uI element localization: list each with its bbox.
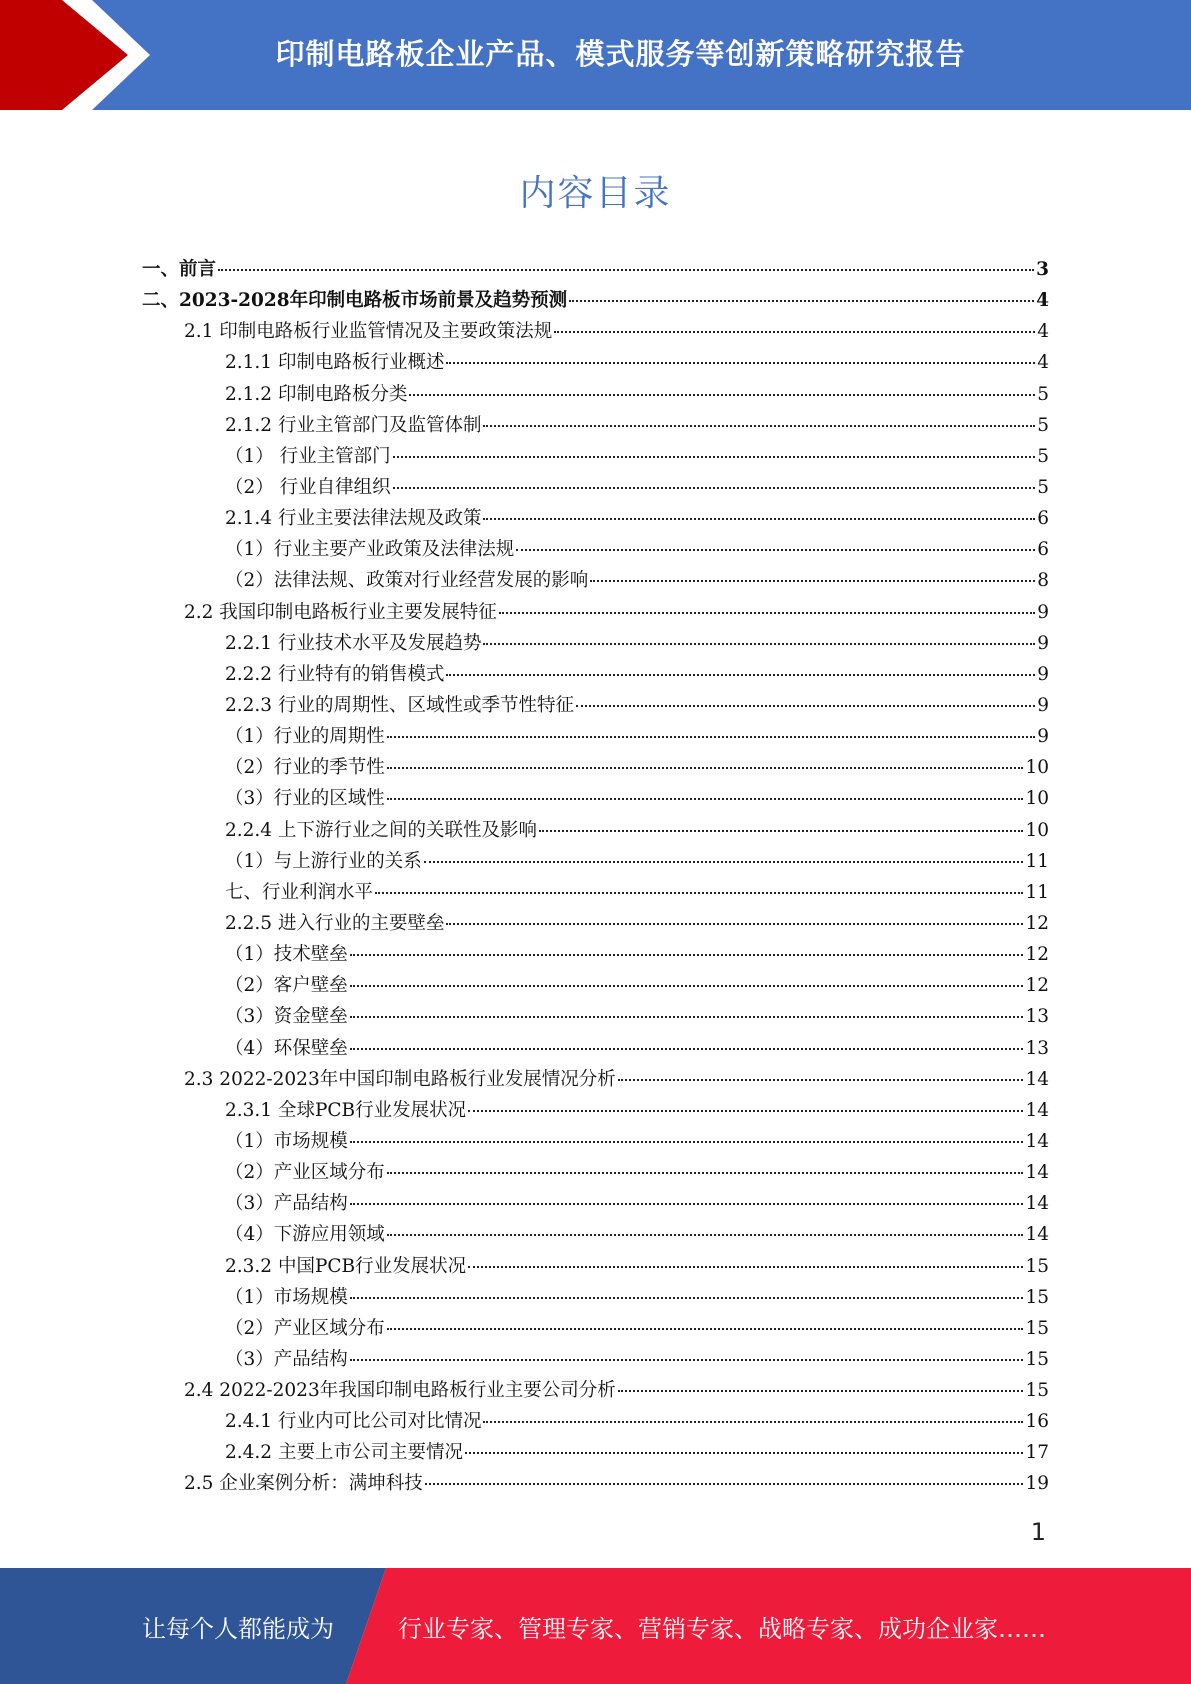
toc-dot-leader (424, 861, 1024, 863)
toc-dot-leader (446, 923, 1023, 925)
toc-entry-page: 12 (1025, 944, 1049, 966)
toc-entry-text: （2）行业的季节性 (225, 757, 385, 779)
header-banner (0, 0, 1191, 110)
footer-slogan-left: 让每个人都能成为 (142, 1614, 334, 1643)
toc-dot-leader (350, 1359, 1024, 1361)
toc-entry[interactable] (142, 970, 1049, 1001)
toc-entry-text: 二、2023-2028年印制电路板市场前景及趋势预测 (142, 290, 568, 312)
toc-entry[interactable] (142, 1219, 1049, 1250)
toc-entry-text: 七、行业利润水平 (225, 881, 374, 903)
toc-entry[interactable] (142, 472, 1049, 503)
toc-entry-text: 2.2.3 行业的周期性、区域性或季节性特征 (225, 694, 574, 716)
toc-entry-page: 12 (1025, 912, 1049, 934)
toc-dot-leader (218, 269, 1034, 271)
toc-entry-text: 2.2.1 行业技术水平及发展趋势 (225, 632, 482, 654)
toc-entry-text: 2.3.1 全球PCB行业发展状况 (225, 1099, 467, 1121)
toc-entry-text: （1）技术壁垒 (225, 944, 348, 966)
toc-entry-text: （2）产业区域分布 (225, 1162, 385, 1184)
toc-dot-leader (387, 1172, 1024, 1174)
toc-dot-leader (387, 798, 1024, 800)
toc-dot-leader (425, 1483, 1024, 1485)
toc-entry-text: 2.1 印制电路板行业监管情况及主要政策法规 (184, 321, 553, 343)
toc-dot-leader (350, 1016, 1024, 1018)
toc-entry[interactable] (142, 597, 1049, 628)
toc-entry-page: 9 (1037, 601, 1049, 623)
toc-entry[interactable] (142, 503, 1049, 534)
toc-entry-text: 2.1.2 印制电路板分类 (225, 383, 408, 405)
toc-entry-text: （1）行业的周期性 (225, 726, 385, 748)
toc-dot-leader (350, 1297, 1024, 1299)
toc-entry-page: 15 (1025, 1255, 1049, 1277)
toc-dot-leader (618, 1390, 1024, 1392)
toc-entry[interactable] (142, 1344, 1049, 1375)
toc-entry-page: 14 (1025, 1130, 1049, 1152)
toc-dot-leader (618, 1079, 1024, 1081)
toc-entry-page: 5 (1037, 383, 1049, 405)
toc-dot-leader (393, 456, 1036, 458)
toc-entry-text: 2.5 企业案例分析：满坤科技 (184, 1473, 423, 1495)
toc-entry-text: 2.2.2 行业特有的销售模式 (225, 663, 445, 685)
toc-entry[interactable] (142, 939, 1049, 970)
toc-dot-leader (446, 674, 1035, 676)
toc-entry-page: 15 (1025, 1317, 1049, 1339)
toc-entry-page: 15 (1025, 1380, 1049, 1402)
toc-entry-text: （2） 行业自律组织 (225, 476, 391, 498)
toc-entry-page: 4 (1036, 290, 1049, 312)
toc-entry-page: 5 (1037, 476, 1049, 498)
toc-dot-leader (569, 300, 1034, 302)
toc-entry[interactable] (142, 1188, 1049, 1219)
toc-entry[interactable] (142, 1033, 1049, 1064)
toc-heading: 内容目录 (519, 173, 672, 214)
toc-entry[interactable] (142, 815, 1049, 846)
toc-dot-leader (483, 518, 1035, 520)
toc-dot-leader (409, 394, 1035, 396)
toc-dot-leader (446, 362, 1035, 364)
toc-entry-page: 14 (1025, 1193, 1049, 1215)
toc-entry[interactable] (142, 908, 1049, 939)
toc-entry[interactable] (142, 1313, 1049, 1344)
toc-entry-page: 3 (1036, 259, 1049, 280)
toc-dot-leader (576, 705, 1035, 707)
toc-entry-page: 17 (1025, 1442, 1049, 1464)
toc-entry[interactable] (142, 1157, 1049, 1188)
toc-entry[interactable] (142, 379, 1049, 410)
toc-entry-text: 2.2.4 上下游行业之间的关联性及影响 (225, 819, 537, 841)
toc-entry[interactable] (142, 690, 1049, 721)
toc-entry-page: 10 (1025, 757, 1049, 779)
toc-dot-leader (590, 580, 1035, 582)
toc-entry-page: 12 (1025, 975, 1049, 997)
toc-entry[interactable] (142, 316, 1049, 347)
toc-dot-leader (375, 892, 1023, 894)
toc-entry-page: 10 (1025, 819, 1049, 841)
toc-entry-text: （1） 行业主管部门 (225, 445, 391, 467)
toc-entry-page: 5 (1037, 414, 1049, 436)
toc-entry-text: （2）产业区域分布 (225, 1317, 385, 1339)
toc-entry-page: 14 (1025, 1068, 1049, 1090)
toc-dot-leader (387, 736, 1035, 738)
toc-entry-text: （3）产品结构 (225, 1348, 348, 1370)
toc-entry-text: 2.2.5 进入行业的主要壁垒 (225, 912, 445, 934)
toc-dot-leader (350, 985, 1024, 987)
toc-entry-page: 15 (1025, 1286, 1049, 1308)
toc-entry-text: 2.3 2022-2023年中国印制电路板行业发展情况分析 (184, 1068, 616, 1090)
toc-entry[interactable] (142, 565, 1049, 596)
toc-entry[interactable] (142, 1126, 1049, 1157)
toc-entry-page: 5 (1037, 445, 1049, 467)
toc-entry-page: 8 (1037, 570, 1049, 592)
footer-banner (0, 1568, 1191, 1684)
toc-entry[interactable] (142, 410, 1049, 441)
toc-entry[interactable] (142, 254, 1049, 285)
toc-entry[interactable] (142, 1468, 1049, 1499)
toc-dot-leader (387, 1234, 1024, 1236)
toc-entry-page: 15 (1025, 1348, 1049, 1370)
toc-entry[interactable] (142, 1437, 1049, 1468)
toc-entry-page: 9 (1037, 726, 1049, 748)
toc-entry-text: （4）下游应用领域 (225, 1224, 385, 1246)
toc-entry-page: 14 (1025, 1224, 1049, 1246)
table-of-contents (142, 254, 1049, 1500)
toc-entry[interactable] (142, 783, 1049, 814)
toc-entry-page: 14 (1025, 1162, 1049, 1184)
footer-slogan-right: 行业专家、管理专家、营销专家、战略专家、成功企业家…… (398, 1614, 1046, 1643)
toc-entry[interactable] (142, 846, 1049, 877)
toc-dot-leader (393, 487, 1036, 489)
toc-dot-leader (468, 1266, 1023, 1268)
toc-entry-page: 6 (1037, 508, 1049, 530)
toc-entry-page: 16 (1025, 1411, 1049, 1433)
toc-entry-page: 6 (1037, 539, 1049, 561)
toc-entry-text: （1）市场规模 (225, 1286, 348, 1308)
toc-entry-page: 9 (1037, 632, 1049, 654)
toc-entry-text: 一、前言 (142, 259, 217, 280)
toc-dot-leader (483, 643, 1035, 645)
toc-dot-leader (350, 1048, 1024, 1050)
toc-entry[interactable] (142, 877, 1049, 908)
toc-entry-text: （3）资金壁垒 (225, 1006, 348, 1028)
toc-entry-text: （2）法律法规、政策对行业经营发展的影响 (225, 570, 589, 592)
toc-entry-text: 2.2 我国印制电路板行业主要发展特征 (184, 601, 497, 623)
toc-entry-text: 2.1.2 行业主管部门及监管体制 (225, 414, 482, 436)
toc-entry-text: （4）环保壁垒 (225, 1037, 348, 1059)
toc-entry-text: 2.1.1 印制电路板行业概述 (225, 352, 445, 374)
toc-entry-page: 10 (1025, 788, 1049, 810)
toc-dot-leader (483, 1421, 1023, 1423)
toc-entry[interactable] (142, 1375, 1049, 1406)
toc-entry-text: 2.4 2022-2023年我国印制电路板行业主要公司分析 (184, 1380, 616, 1402)
toc-dot-leader (350, 1203, 1024, 1205)
toc-entry-page: 13 (1025, 1037, 1049, 1059)
toc-entry-page: 11 (1025, 850, 1049, 872)
toc-dot-leader (516, 549, 1035, 551)
toc-entry[interactable] (142, 441, 1049, 472)
toc-entry[interactable] (142, 752, 1049, 783)
toc-dot-leader (483, 425, 1035, 427)
toc-dot-leader (387, 1328, 1024, 1330)
toc-dot-leader (539, 830, 1023, 832)
report-title: 印制电路板企业产品、模式服务等创新策略研究报告 (275, 36, 966, 71)
toc-entry[interactable] (142, 1282, 1049, 1313)
toc-dot-leader (465, 1452, 1023, 1454)
toc-entry-page: 4 (1037, 352, 1049, 374)
toc-entry-page: 4 (1037, 321, 1049, 343)
toc-dot-leader (387, 767, 1024, 769)
toc-entry[interactable] (142, 721, 1049, 752)
toc-entry[interactable] (142, 1095, 1049, 1126)
toc-entry-page: 19 (1025, 1473, 1049, 1495)
toc-dot-leader (554, 331, 1035, 333)
page-number: 1 (1030, 1518, 1046, 1546)
toc-entry-text: （1）行业主要产业政策及法律法规 (225, 539, 515, 561)
toc-entry[interactable] (142, 628, 1049, 659)
toc-entry-text: （1）市场规模 (225, 1130, 348, 1152)
toc-entry-text: （3）产品结构 (225, 1193, 348, 1215)
toc-entry-text: 2.1.4 行业主要法律法规及政策 (225, 508, 482, 530)
toc-dot-leader (499, 612, 1035, 614)
toc-dot-leader (468, 1110, 1023, 1112)
toc-entry-text: （2）客户壁垒 (225, 975, 348, 997)
toc-entry-page: 9 (1037, 663, 1049, 685)
toc-dot-leader (350, 1141, 1024, 1143)
toc-entry[interactable] (142, 534, 1049, 565)
toc-entry-page: 9 (1037, 694, 1049, 716)
toc-entry[interactable] (142, 1406, 1049, 1437)
toc-entry-text: 2.4.2 主要上市公司主要情况 (225, 1442, 463, 1464)
toc-entry-page: 14 (1025, 1099, 1049, 1121)
toc-dot-leader (350, 954, 1024, 956)
toc-entry[interactable] (142, 347, 1049, 378)
toc-entry-text: （3）行业的区域性 (225, 788, 385, 810)
toc-entry-text: （1）与上游行业的关系 (225, 850, 422, 872)
toc-entry[interactable] (142, 1064, 1049, 1095)
toc-entry-text: 2.3.2 中国PCB行业发展状况 (225, 1255, 467, 1277)
toc-entry-page: 11 (1025, 881, 1049, 903)
toc-entry-page: 13 (1025, 1006, 1049, 1028)
toc-entry[interactable] (142, 659, 1049, 690)
toc-entry[interactable] (142, 1251, 1049, 1282)
toc-entry[interactable] (142, 285, 1049, 316)
toc-entry[interactable] (142, 1001, 1049, 1032)
toc-entry-text: 2.4.1 行业内可比公司对比情况 (225, 1411, 482, 1433)
